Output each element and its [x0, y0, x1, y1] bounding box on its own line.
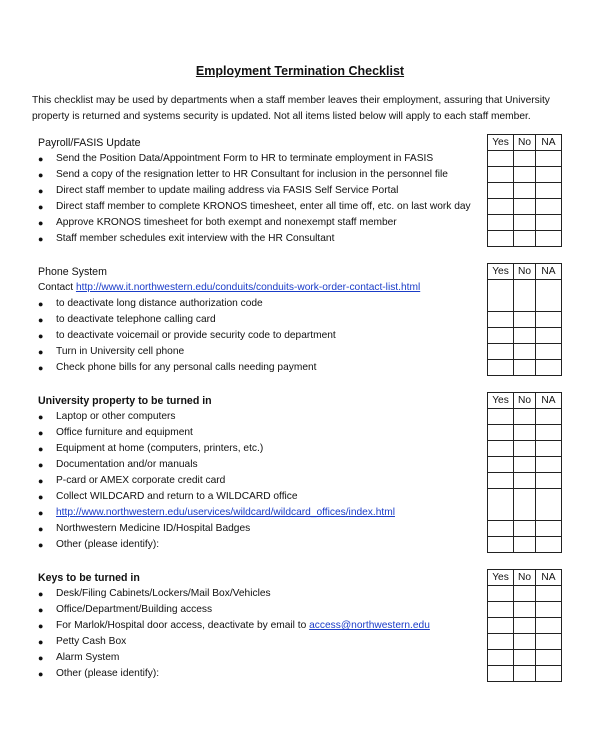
yes-cell[interactable]	[488, 167, 514, 183]
na-cell[interactable]	[536, 409, 562, 425]
wildcard-offices-link[interactable]: http://www.northwestern.edu/uservices/wildcard/wildcard_offices/index.html	[56, 507, 395, 518]
yes-cell[interactable]	[488, 489, 514, 521]
bullet-icon: ●	[38, 202, 44, 212]
bullet-icon: ●	[38, 234, 44, 244]
na-cell[interactable]	[536, 666, 562, 682]
na-cell[interactable]	[536, 602, 562, 618]
na-cell[interactable]	[536, 344, 562, 360]
na-cell[interactable]	[536, 634, 562, 650]
yes-cell[interactable]	[488, 199, 514, 215]
bullet-icon: ●	[38, 363, 44, 373]
bullet-icon: ●	[38, 186, 44, 196]
yes-cell[interactable]	[488, 650, 514, 666]
no-cell[interactable]	[514, 312, 536, 328]
yes-cell[interactable]	[488, 183, 514, 199]
yes-cell[interactable]	[488, 425, 514, 441]
checkbox-grid-phone: Yes No NA	[487, 263, 562, 376]
no-cell[interactable]	[514, 231, 536, 247]
no-cell[interactable]	[514, 489, 536, 521]
bullet-icon: ●	[38, 218, 44, 228]
bullet-icon: ●	[38, 428, 44, 438]
yes-cell[interactable]	[488, 215, 514, 231]
yes-cell[interactable]	[488, 618, 514, 634]
no-cell[interactable]	[514, 634, 536, 650]
no-cell[interactable]	[514, 328, 536, 344]
checkbox-grid-university-property: Yes No NA	[487, 392, 562, 553]
checkbox-grid-payroll: Yes No NA	[487, 134, 562, 247]
bullet-icon: ●	[38, 605, 44, 615]
bullet-icon: ●	[38, 669, 44, 679]
bullet-icon: ●	[38, 331, 44, 341]
bullet-icon: ●	[38, 589, 44, 599]
yes-cell[interactable]	[488, 344, 514, 360]
yes-cell[interactable]	[488, 537, 514, 553]
bullet-icon: ●	[38, 540, 44, 550]
yes-cell[interactable]	[488, 231, 514, 247]
yes-cell[interactable]	[488, 473, 514, 489]
no-cell[interactable]	[514, 151, 536, 167]
na-cell[interactable]	[536, 441, 562, 457]
yes-cell[interactable]	[488, 312, 514, 328]
na-cell[interactable]	[536, 151, 562, 167]
no-cell[interactable]	[514, 441, 536, 457]
access-email-link[interactable]: access@northwestern.edu	[309, 620, 430, 631]
na-cell[interactable]	[536, 586, 562, 602]
document-title: Employment Termination Checklist	[195, 64, 405, 78]
no-cell[interactable]	[514, 457, 536, 473]
bullet-icon: ●	[38, 492, 44, 502]
yes-cell[interactable]	[488, 521, 514, 537]
bullet-icon: ●	[38, 637, 44, 647]
section-title: Phone System	[38, 266, 107, 278]
na-cell[interactable]	[536, 215, 562, 231]
no-cell[interactable]	[514, 409, 536, 425]
no-cell[interactable]	[514, 473, 536, 489]
na-cell[interactable]	[536, 618, 562, 634]
no-cell[interactable]	[514, 360, 536, 376]
bullet-icon: ●	[38, 347, 44, 357]
yes-cell[interactable]	[488, 441, 514, 457]
na-cell[interactable]	[536, 199, 562, 215]
no-cell[interactable]	[514, 215, 536, 231]
bullet-icon: ●	[38, 621, 44, 631]
yes-cell[interactable]	[488, 151, 514, 167]
bullet-icon: ●	[38, 299, 44, 309]
section-title: Payroll/FASIS Update	[38, 137, 141, 149]
yes-cell[interactable]	[488, 328, 514, 344]
section-title: Keys to be turned in	[38, 572, 140, 584]
contact-list-link[interactable]: http://www.it.northwestern.edu/conduits/conduits-work-order-contact-list.html	[75, 282, 421, 293]
bullet-icon: ●	[38, 154, 44, 164]
na-cell[interactable]	[536, 360, 562, 376]
yes-cell[interactable]	[488, 666, 514, 682]
yes-cell[interactable]	[488, 586, 514, 602]
bullet-icon: ●	[38, 444, 44, 454]
no-cell[interactable]	[514, 199, 536, 215]
no-cell[interactable]	[514, 602, 536, 618]
no-cell[interactable]	[514, 425, 536, 441]
no-cell[interactable]	[514, 666, 536, 682]
no-cell[interactable]	[514, 650, 536, 666]
na-cell[interactable]	[536, 537, 562, 553]
na-cell[interactable]	[536, 183, 562, 199]
yes-cell[interactable]	[488, 360, 514, 376]
na-cell[interactable]	[536, 650, 562, 666]
na-cell[interactable]	[536, 231, 562, 247]
checkbox-grid-keys: Yes No NA	[487, 569, 562, 682]
bullet-icon: ●	[38, 476, 44, 486]
section-title: University property to be turned in	[38, 395, 212, 407]
bullet-icon: ●	[38, 524, 44, 534]
na-cell[interactable]	[536, 473, 562, 489]
na-cell[interactable]	[536, 489, 562, 521]
no-cell[interactable]	[514, 183, 536, 199]
yes-cell[interactable]	[488, 602, 514, 618]
bullet-icon: ●	[38, 653, 44, 663]
yes-cell[interactable]	[488, 634, 514, 650]
na-cell[interactable]	[536, 312, 562, 328]
na-cell[interactable]	[536, 328, 562, 344]
no-cell[interactable]	[514, 618, 536, 634]
yes-cell[interactable]	[488, 280, 514, 312]
yes-cell[interactable]	[488, 409, 514, 425]
no-cell[interactable]	[514, 521, 536, 537]
bullet-icon: ●	[38, 412, 44, 422]
na-cell[interactable]	[536, 425, 562, 441]
yes-cell[interactable]	[488, 457, 514, 473]
intro-paragraph: This checklist may be used by departments when a staff member leaves their employment, assuring that University property is returned and systems security is updated. Not all items listed below will apply to each staff member.	[32, 95, 550, 122]
na-cell[interactable]	[536, 167, 562, 183]
no-cell[interactable]	[514, 586, 536, 602]
na-cell[interactable]	[536, 521, 562, 537]
bullet-icon: ●	[38, 460, 44, 470]
na-cell[interactable]	[536, 457, 562, 473]
na-cell[interactable]	[536, 280, 562, 312]
no-cell[interactable]	[514, 280, 536, 312]
no-cell[interactable]	[514, 344, 536, 360]
bullet-icon: ●	[38, 508, 44, 518]
no-cell[interactable]	[514, 167, 536, 183]
bullet-icon: ●	[38, 170, 44, 180]
no-cell[interactable]	[514, 537, 536, 553]
bullet-icon: ●	[38, 315, 44, 325]
